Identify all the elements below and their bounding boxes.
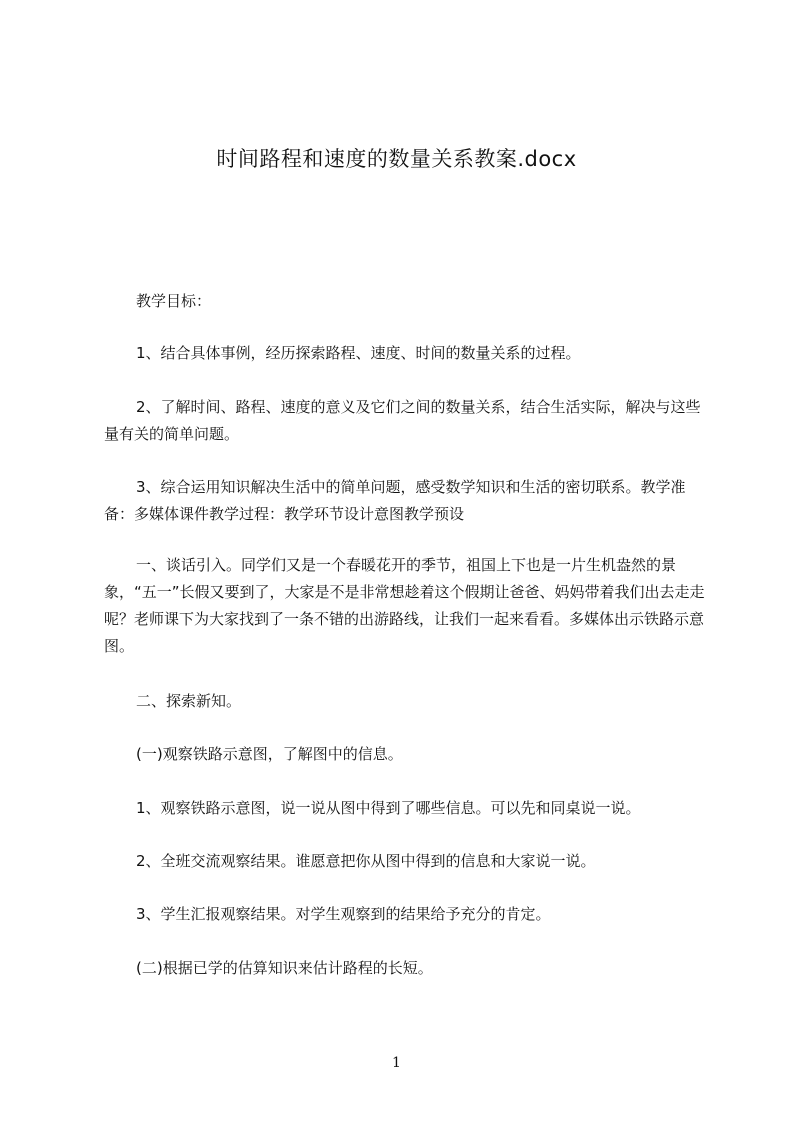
paragraph-goal-1: 1、结合具体事例，经历探索路程、速度、时间的数量关系的过程。 [136,344,581,362]
page-number: 1 [392,1055,401,1071]
paragraph-goal-2: 2、了解时间、路程、速度的意义及它们之间的数量关系，结合生活实际，解决与这些量有关的简单问题。 [104,398,701,443]
paragraph-estimate: (二)根据已学的估算知识来估计路程的长短。 [136,959,433,977]
paragraph-step-3: 3、学生汇报观察结果。对学生观察到的结果给予充分的肯定。 [136,905,551,923]
paragraph-intro: 一、谈话引入。同学们又是一个春暖花开的季节，祖国上下也是一片生机盎然的景象，“五一”长假又要到了，大家是不是非常想趁着这个假期让爸爸、妈妈带着我们出去走走呢？老师课下为大家找到了一条不错的出游路线，让我们一起来看看。多媒体出示铁路示意图。 [104,556,705,655]
paragraph-teaching-goals: 教学目标： [136,292,212,310]
paragraph-explore: 二、探索新知。 [136,692,242,710]
paragraph-step-1: 1、观察铁路示意图，说一说从图中得到了哪些信息。可以先和同桌说一说。 [136,799,641,817]
paragraph-observe-map: (一)观察铁路示意图，了解图中的信息。 [136,745,403,763]
document-title: 时间路程和速度的数量关系教案.docx [216,147,577,171]
paragraph-goal-3: 3、综合运用知识解决生活中的简单问题，感受数学知识和生活的密切联系。教学准备：多媒体课件教学过程：教学环节设计意图教学预设 [104,478,686,523]
paragraph-step-2: 2、全班交流观察结果。谁愿意把你从图中得到的信息和大家说一说。 [136,852,596,870]
